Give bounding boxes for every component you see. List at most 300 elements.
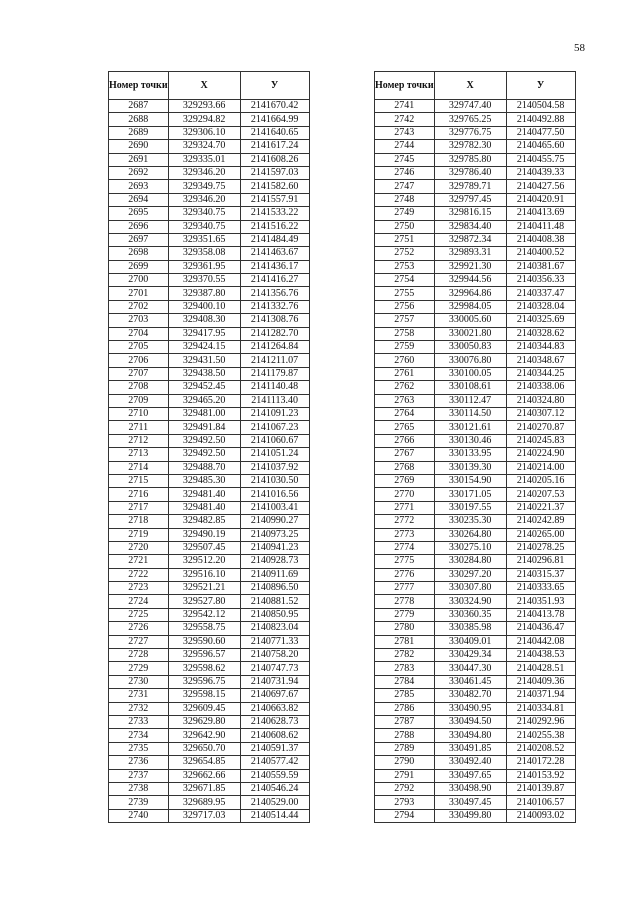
table-row [375,541,576,554]
y-coordinate-cell: 2140172.28 [506,756,575,769]
point-number-cell: 2710 [109,407,169,420]
point-number-cell: 2692 [109,166,169,179]
table-row [375,528,576,541]
x-coordinate-cell: 329417.95 [168,327,240,340]
point-number-cell: 2747 [375,180,435,193]
y-coordinate-cell: 2140428.51 [506,662,575,675]
table-row [109,166,310,179]
x-coordinate-cell: 329629.80 [168,715,240,728]
x-coordinate-cell: 329776.75 [434,126,506,139]
y-coordinate-cell: 2140265.00 [506,528,575,541]
table-row [109,220,310,233]
table-row [375,715,576,728]
table-row [375,782,576,795]
x-coordinate-cell: 329408.30 [168,314,240,327]
point-number-cell: 2757 [375,314,435,327]
x-coordinate-cell: 329516.10 [168,568,240,581]
point-number-cell: 2715 [109,474,169,487]
table-row [375,100,576,113]
y-coordinate-cell: 2141416.27 [240,274,309,287]
y-coordinate-cell: 2140881.52 [240,595,309,608]
point-number-cell: 2769 [375,474,435,487]
x-coordinate-cell: 330114.50 [434,407,506,420]
table-row [109,314,310,327]
y-coordinate-cell: 2140436.47 [506,622,575,635]
x-coordinate-cell: 329521.21 [168,582,240,595]
point-number-cell: 2751 [375,233,435,246]
x-coordinate-cell: 330385.98 [434,622,506,635]
point-number-cell: 2753 [375,260,435,273]
y-coordinate-cell: 2140334.81 [506,702,575,715]
table-row [375,501,576,514]
table-row [109,434,310,447]
y-coordinate-cell: 2140324.80 [506,394,575,407]
table-row [109,568,310,581]
y-coordinate-cell: 2140333.65 [506,582,575,595]
x-coordinate-cell: 329964.86 [434,287,506,300]
y-coordinate-cell: 2141282.70 [240,327,309,340]
table-row [375,702,576,715]
y-coordinate-cell: 2140371.94 [506,689,575,702]
x-coordinate-cell: 330133.95 [434,448,506,461]
page-number: 58 [574,42,585,54]
point-number-cell: 2743 [375,126,435,139]
point-number-cell: 2778 [375,595,435,608]
table-row [375,260,576,273]
x-coordinate-cell: 330197.55 [434,501,506,514]
table-row [375,622,576,635]
x-coordinate-cell: 330235.30 [434,515,506,528]
point-number-cell: 2772 [375,515,435,528]
y-coordinate-cell: 2141356.76 [240,287,309,300]
point-number-cell: 2793 [375,796,435,809]
table-row [109,769,310,782]
table-row [109,702,310,715]
table-row [375,729,576,742]
y-coordinate-cell: 2140153.92 [506,769,575,782]
x-coordinate-cell: 330497.65 [434,769,506,782]
x-coordinate-cell: 329306.10 [168,126,240,139]
y-coordinate-cell: 2141051.24 [240,448,309,461]
point-number-cell: 2696 [109,220,169,233]
y-coordinate-cell: 2140747.73 [240,662,309,675]
point-number-cell: 2722 [109,568,169,581]
table-row [109,461,310,474]
y-coordinate-cell: 2141617.24 [240,140,309,153]
point-number-cell: 2718 [109,515,169,528]
point-number-cell: 2774 [375,541,435,554]
y-coordinate-cell: 2140409.36 [506,675,575,688]
y-coordinate-cell: 2140591.37 [240,742,309,755]
y-coordinate-cell: 2140465.60 [506,140,575,153]
x-coordinate-cell: 329492.50 [168,434,240,447]
x-coordinate-cell: 329598.62 [168,662,240,675]
table-row [375,354,576,367]
y-coordinate-cell: 2141664.99 [240,113,309,126]
header-point-number: Номер точки [375,72,435,100]
y-coordinate-cell: 2140990.27 [240,515,309,528]
y-coordinate-cell: 2141640.65 [240,126,309,139]
x-coordinate-cell: 330275.10 [434,541,506,554]
x-coordinate-cell: 329785.80 [434,153,506,166]
x-coordinate-cell: 330171.05 [434,488,506,501]
x-coordinate-cell: 329797.45 [434,193,506,206]
table-row [109,126,310,139]
point-number-cell: 2740 [109,809,169,822]
point-number-cell: 2735 [109,742,169,755]
y-coordinate-cell: 2140492.88 [506,113,575,126]
table-row [375,689,576,702]
y-coordinate-cell: 2140270.87 [506,421,575,434]
table-row [375,662,576,675]
y-coordinate-cell: 2140628.73 [240,715,309,728]
x-coordinate-cell: 330482.70 [434,689,506,702]
x-coordinate-cell: 329558.75 [168,622,240,635]
x-coordinate-cell: 330494.80 [434,729,506,742]
y-coordinate-cell: 2140224.90 [506,448,575,461]
x-coordinate-cell: 329340.75 [168,220,240,233]
table-row [375,809,576,822]
x-coordinate-cell: 329816.15 [434,207,506,220]
table-row [109,394,310,407]
table-row [109,662,310,675]
x-coordinate-cell: 330492.40 [434,756,506,769]
table-row [109,180,310,193]
y-coordinate-cell: 2140577.42 [240,756,309,769]
point-number-cell: 2725 [109,608,169,621]
point-number-cell: 2702 [109,300,169,313]
table-row [375,220,576,233]
x-coordinate-cell: 330498.90 [434,782,506,795]
y-coordinate-cell: 2140093.02 [506,809,575,822]
table-row [109,421,310,434]
point-number-cell: 2741 [375,100,435,113]
y-coordinate-cell: 2141030.50 [240,474,309,487]
point-number-cell: 2775 [375,555,435,568]
point-number-cell: 2701 [109,287,169,300]
y-coordinate-cell: 2140413.69 [506,207,575,220]
point-number-cell: 2781 [375,635,435,648]
point-number-cell: 2770 [375,488,435,501]
point-number-cell: 2690 [109,140,169,153]
table-row [375,421,576,434]
point-number-cell: 2786 [375,702,435,715]
x-coordinate-cell: 329361.95 [168,260,240,273]
point-number-cell: 2706 [109,354,169,367]
table-row [109,274,310,287]
point-number-cell: 2790 [375,756,435,769]
x-coordinate-cell: 329650.70 [168,742,240,755]
table-row [375,796,576,809]
y-coordinate-cell: 2140608.62 [240,729,309,742]
y-coordinate-cell: 2141582.60 [240,180,309,193]
point-number-cell: 2697 [109,233,169,246]
point-number-cell: 2707 [109,367,169,380]
point-number-cell: 2788 [375,729,435,742]
x-coordinate-cell: 329492.50 [168,448,240,461]
table-row [109,528,310,541]
table-row [109,341,310,354]
x-coordinate-cell: 329527.80 [168,595,240,608]
point-number-cell: 2728 [109,649,169,662]
table-row [109,649,310,662]
table-row [109,555,310,568]
point-number-cell: 2750 [375,220,435,233]
y-coordinate-cell: 2140850.95 [240,608,309,621]
x-coordinate-cell: 329452.45 [168,381,240,394]
x-coordinate-cell: 329512.20 [168,555,240,568]
table-row [109,233,310,246]
coordinates-table-right [374,71,576,823]
table-row [109,742,310,755]
table-row [109,354,310,367]
table-row [375,381,576,394]
point-number-cell: 2760 [375,354,435,367]
y-coordinate-cell: 2140941.23 [240,541,309,554]
y-coordinate-cell: 2140504.58 [506,100,575,113]
table-row [109,715,310,728]
table-row [109,300,310,313]
y-coordinate-cell: 2141016.56 [240,488,309,501]
table-row [109,796,310,809]
table-row [109,501,310,514]
x-coordinate-cell: 329596.75 [168,675,240,688]
table-row [375,341,576,354]
x-coordinate-cell: 329349.75 [168,180,240,193]
table-row [375,769,576,782]
table-row [109,287,310,300]
point-number-cell: 2731 [109,689,169,702]
x-coordinate-cell: 329340.75 [168,207,240,220]
point-number-cell: 2744 [375,140,435,153]
point-number-cell: 2719 [109,528,169,541]
x-coordinate-cell: 329782.30 [434,140,506,153]
table-row [375,488,576,501]
y-coordinate-cell: 2140208.52 [506,742,575,755]
x-coordinate-cell: 329481.40 [168,501,240,514]
y-coordinate-cell: 2140758.20 [240,649,309,662]
y-coordinate-cell: 2140139.87 [506,782,575,795]
table-row [375,180,576,193]
point-number-cell: 2687 [109,100,169,113]
header-y: У [240,72,309,100]
x-coordinate-cell: 329507.45 [168,541,240,554]
x-coordinate-cell: 329654.85 [168,756,240,769]
table-row [109,675,310,688]
point-number-cell: 2714 [109,461,169,474]
x-coordinate-cell: 329358.08 [168,247,240,260]
y-coordinate-cell: 2141140.48 [240,381,309,394]
header-x: X [434,72,506,100]
x-coordinate-cell: 329984.05 [434,300,506,313]
point-number-cell: 2698 [109,247,169,260]
x-coordinate-cell: 330121.61 [434,421,506,434]
x-coordinate-cell: 330021.80 [434,327,506,340]
point-number-cell: 2734 [109,729,169,742]
x-coordinate-cell: 329789.71 [434,180,506,193]
point-number-cell: 2783 [375,662,435,675]
x-coordinate-cell: 329481.40 [168,488,240,501]
x-coordinate-cell: 330499.80 [434,809,506,822]
table-row [109,247,310,260]
x-coordinate-cell: 330307.80 [434,582,506,595]
table-row [109,809,310,822]
y-coordinate-cell: 2140442.08 [506,635,575,648]
y-coordinate-cell: 2141463.67 [240,247,309,260]
table-row [375,742,576,755]
point-number-cell: 2761 [375,367,435,380]
x-coordinate-cell: 329596.57 [168,649,240,662]
y-coordinate-cell: 2140245.83 [506,434,575,447]
y-coordinate-cell: 2140400.52 [506,247,575,260]
y-coordinate-cell: 2140338.06 [506,381,575,394]
x-coordinate-cell: 329491.84 [168,421,240,434]
table-row [375,582,576,595]
x-coordinate-cell: 330491.85 [434,742,506,755]
table-row [375,247,576,260]
point-number-cell: 2776 [375,568,435,581]
y-coordinate-cell: 2141211.07 [240,354,309,367]
y-coordinate-cell: 2140663.82 [240,702,309,715]
table-header-row [109,72,310,100]
point-number-cell: 2746 [375,166,435,179]
x-coordinate-cell: 329609.45 [168,702,240,715]
point-number-cell: 2755 [375,287,435,300]
x-coordinate-cell: 329351.65 [168,233,240,246]
y-coordinate-cell: 2141516.22 [240,220,309,233]
point-number-cell: 2759 [375,341,435,354]
x-coordinate-cell: 329786.40 [434,166,506,179]
point-number-cell: 2758 [375,327,435,340]
point-number-cell: 2726 [109,622,169,635]
table-row [109,260,310,273]
point-number-cell: 2782 [375,649,435,662]
point-number-cell: 2732 [109,702,169,715]
x-coordinate-cell: 329481.00 [168,407,240,420]
x-coordinate-cell: 330154.90 [434,474,506,487]
point-number-cell: 2787 [375,715,435,728]
y-coordinate-cell: 2141436.17 [240,260,309,273]
y-coordinate-cell: 2140771.33 [240,635,309,648]
x-coordinate-cell: 330409.01 [434,635,506,648]
table-row [109,608,310,621]
point-number-cell: 2763 [375,394,435,407]
table-row [375,233,576,246]
point-number-cell: 2767 [375,448,435,461]
y-coordinate-cell: 2140911.69 [240,568,309,581]
table-row [375,207,576,220]
table-row [375,595,576,608]
y-coordinate-cell: 2141060.67 [240,434,309,447]
point-number-cell: 2700 [109,274,169,287]
x-coordinate-cell: 330490.95 [434,702,506,715]
point-number-cell: 2708 [109,381,169,394]
x-coordinate-cell: 329747.40 [434,100,506,113]
point-number-cell: 2792 [375,782,435,795]
point-number-cell: 2729 [109,662,169,675]
point-number-cell: 2749 [375,207,435,220]
point-number-cell: 2688 [109,113,169,126]
table-row [109,689,310,702]
y-coordinate-cell: 2140207.53 [506,488,575,501]
y-coordinate-cell: 2140214.00 [506,461,575,474]
table-row [375,153,576,166]
table-row [375,675,576,688]
x-coordinate-cell: 329490.19 [168,528,240,541]
x-coordinate-cell: 330429.34 [434,649,506,662]
table-row [375,474,576,487]
x-coordinate-cell: 330497.45 [434,796,506,809]
x-coordinate-cell: 329717.03 [168,809,240,822]
table-row [375,649,576,662]
x-coordinate-cell: 330005.60 [434,314,506,327]
y-coordinate-cell: 2141670.42 [240,100,309,113]
header-y: У [506,72,575,100]
y-coordinate-cell: 2140344.25 [506,367,575,380]
x-coordinate-cell: 329293.66 [168,100,240,113]
y-coordinate-cell: 2140381.67 [506,260,575,273]
table-row [109,595,310,608]
table-row [375,756,576,769]
y-coordinate-cell: 2140420.91 [506,193,575,206]
table-row [375,407,576,420]
point-number-cell: 2720 [109,541,169,554]
y-coordinate-cell: 2140337.47 [506,287,575,300]
table-row [375,166,576,179]
x-coordinate-cell: 329482.85 [168,515,240,528]
point-number-cell: 2704 [109,327,169,340]
y-coordinate-cell: 2140439.33 [506,166,575,179]
table-row [375,327,576,340]
x-coordinate-cell: 329872.34 [434,233,506,246]
table-row [109,207,310,220]
table-row [375,113,576,126]
y-coordinate-cell: 2141067.23 [240,421,309,434]
table-row [375,515,576,528]
x-coordinate-cell: 329921.30 [434,260,506,273]
x-coordinate-cell: 329590.60 [168,635,240,648]
table-row [109,474,310,487]
table-row [375,635,576,648]
y-coordinate-cell: 2140307.12 [506,407,575,420]
table-row [109,488,310,501]
x-coordinate-cell: 329324.70 [168,140,240,153]
point-number-cell: 2773 [375,528,435,541]
x-coordinate-cell: 329387.80 [168,287,240,300]
header-point-number: Номер точки [109,72,169,100]
point-number-cell: 2764 [375,407,435,420]
table-row [375,126,576,139]
point-number-cell: 2691 [109,153,169,166]
point-number-cell: 2780 [375,622,435,635]
y-coordinate-cell: 2141608.26 [240,153,309,166]
x-coordinate-cell: 329400.10 [168,300,240,313]
table-row [109,113,310,126]
table-row [375,193,576,206]
point-number-cell: 2779 [375,608,435,621]
y-coordinate-cell: 2140973.25 [240,528,309,541]
point-number-cell: 2713 [109,448,169,461]
x-coordinate-cell: 330284.80 [434,555,506,568]
point-number-cell: 2730 [109,675,169,688]
table-row [375,314,576,327]
x-coordinate-cell: 329893.31 [434,247,506,260]
table-row [109,100,310,113]
point-number-cell: 2791 [375,769,435,782]
x-coordinate-cell: 329662.66 [168,769,240,782]
point-number-cell: 2721 [109,555,169,568]
x-coordinate-cell: 329834.40 [434,220,506,233]
